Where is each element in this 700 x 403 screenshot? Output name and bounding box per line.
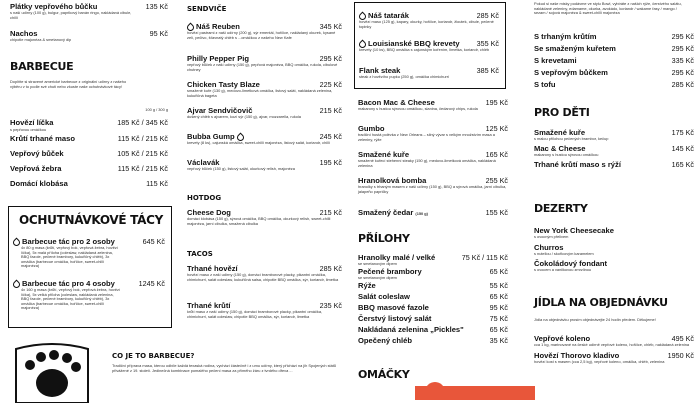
item-desc: s naší udírny (100 g), bulgur, paprikový banán ringo, nakládaná cibule, chilli — [10, 10, 132, 20]
leaf-icon — [12, 237, 22, 247]
tasting-trays-box — [8, 206, 172, 328]
list-item: Salát coleslaw 65 Kč — [358, 292, 508, 302]
list-item: Čokoládový fondant s ovocem a vanilkovou zmrzlinou — [534, 259, 607, 273]
list-item: Rýže 55 Kč — [358, 281, 508, 291]
list-item: S tofu 285 Kč — [534, 80, 694, 89]
list-item: Cheese Dog 215 Kč domácí klobása (150 g), sýrová omáčka, BBQ omáčka, okurkový relish, sweet-chilli majonéza, jarní cibulka, smažená cibulka — [187, 208, 342, 226]
item-name: Vepřový bůček — [10, 149, 64, 158]
item-desc: chipotle majonéza & smetanový dip — [10, 37, 72, 42]
item-price: 115 Kč — [146, 179, 168, 188]
list-item: Opečený chléb 35 Kč — [358, 336, 508, 346]
list-item: BBQ masové fazole 95 Kč — [358, 303, 508, 313]
section-title-dezerty: DEZERTY — [534, 202, 588, 215]
tray-name: Barbecue tác pro 2 osoby — [22, 237, 115, 246]
tray-name: Barbecue tác pro 4 osoby — [22, 279, 115, 288]
list-item: Gumbo 125 Kč tradiční hustá polévka z New Orleans – silný vývar s velkým množstvím masa a zeleniny, rýže — [358, 124, 508, 142]
list-item: Hranolky malé / velké 75 Kč / 115 Kč se smetanovým dipem — [358, 253, 508, 266]
list-item: Nakládaná zelenina „Pickles" 65 Kč — [358, 325, 508, 335]
barbecue-intro: Doplňte si stravené americké barbecue z originální udírny z našeho výběru v to podle své chuti nebo zkuste naše ochutnávkové tácy! — [10, 79, 127, 89]
list-item: Bubba Gump 245 Kč krevety (8 ks), cajunská omáčka, sweet-chilli majonéza, listový salát, koriandr, chilli — [187, 132, 342, 145]
list-item: Hovězí Thorovo kladivo 1950 Kč hovězí kost s masem (cca 2,5 kg), vepřové koleno, omáčka, chléb, zelenina — [534, 350, 694, 364]
list-item: S krevetami 335 Kč — [534, 56, 694, 65]
list-item: Bacon Mac & Cheese 195 Kč makarony s hustou sýrovou omáčkou, slanina, čedarový chips, rukola — [358, 98, 508, 111]
list-item: S trhaným krůtím 295 Kč — [534, 32, 694, 41]
list-item: Smažený čedar (150 g) 155 Kč — [358, 208, 508, 217]
item-price: 115 Kč / 215 Kč — [117, 134, 168, 143]
section-title-barbecue: BARBECUE — [10, 60, 74, 73]
list-item: Trhané hovězí 285 Kč hovězí maso z naší udírny (150 g), domácí bramborové placky, pikantní omáčka, chimichurri, salát coleslaw, kukuřičná salsa, chipotle BBQ omáčka, sýr, koriandr, limetka — [187, 264, 342, 282]
list-item: Čerstvý listový salát 75 Kč — [358, 314, 508, 324]
list-item: S vepřovým bůčkem 295 Kč — [534, 68, 694, 77]
bear-paw-icon — [12, 343, 92, 403]
weights-label: 100 g / 300 g — [145, 107, 168, 112]
item-price: 135 Kč — [145, 2, 168, 11]
tray-desc: 4x 80 g masa (krůtí, vepřový bok, vepřová žebra, hovězí líčka), 5x malá příloha (coleslaw, nakládaná zelenina, BBQ fazole, pečené brambory, kukuřičný chléb), 3x omáčka (barbecue omáčka, hořčice, sweet-chilli majonéza) — [21, 245, 118, 269]
item-price: 105 Kč / 215 Kč — [117, 149, 168, 158]
list-item: Trhané krůtí maso s rýží 165 Kč — [534, 160, 694, 170]
bbq-question-title: CO JE TO BARBECUE? — [112, 352, 195, 360]
item-name: Domácí klobása — [10, 179, 68, 188]
section-title-objednavka: JÍDLA NA OBJEDNÁVKU — [534, 296, 668, 309]
section-title-deti: PRO DĚTI — [534, 106, 590, 119]
item-desc: s pepřovou omáčkou — [10, 127, 47, 132]
list-item: Se smaženým kuřetem 295 Kč — [534, 44, 694, 53]
section-title-sendvice: SENDVIČE — [187, 5, 227, 13]
item-name: Plátky vepřového bůčku — [10, 2, 98, 11]
section-title-hotdog: HOTDOG — [187, 194, 222, 202]
tray-price: 645 Kč — [142, 237, 165, 246]
list-item: Churros s nutellou / skořicovým karamelem — [534, 242, 594, 256]
item-price: 115 Kč / 215 Kč — [117, 164, 168, 173]
list-item: Smažené kuře 165 Kč smažené kuřecí stehenní steaky (150 g), medovo-limetková omáčka, nakládaná zelenina — [358, 150, 508, 168]
section-title-tacy: OCHUTNÁVKOVÉ TÁCY — [19, 213, 164, 227]
list-item: Pečené brambory 65 Kč se smetanovým dipem — [358, 266, 508, 280]
bowl-intro: Pokud si naše misky podávme ve stylu Bowl, vybíráte z našich rýže, čerstvého salátu, nakládané zeleniny, edamame, okurka, avokádo, koriandr / wakame řasy / mango / sezam / sojová majonéza & sweet-chilli majonéza — [534, 1, 682, 16]
list-item: Philly Pepper Pig 295 Kč vepřový bůček z naší udírny (150 g), pepřová majonéza, BBQ omáčka, rukola, cibulové chutney — [187, 54, 342, 72]
section-title-omacky: OMÁČKY — [358, 368, 410, 381]
section-title-prilohy: PŘÍLOHY — [358, 232, 410, 245]
list-item: Chicken Tasty Blaze 225 Kč smažené kuře (130 g), medovo-limetková omáčka, listový salát, nakládaná zelenina, kukuřičná bageta — [187, 80, 342, 98]
tray-price: 1245 Kč — [138, 279, 165, 288]
logo-stamp — [415, 380, 535, 400]
list-item: New York Cheesecake s ovocným přelivem — [534, 226, 614, 239]
order-note: Jídla na objednávku prosím objednávejte 24 hodin předem. Děkujeme! — [534, 317, 656, 322]
specials-box: Náš tatarák 285 Kč hovězí maso (125 g), kapary, okurky, hořčice, koriandr, žloutek, cibule, pečené topinky Louisianské BBQ krevety 355 Kč krevety (10 ks), BBQ omáčka s cajunským kořením, limetka, koriandr, chléb Flank steak 385 Kč steak z hovězího pupku (250 g), omáčka chimichurri — [354, 2, 506, 89]
list-item: Vepřové koleno 495 Kč cca 1 kg, marinované na české udírně vepřové koleno, hořčice, chléb, nakládaná zelenina — [534, 334, 694, 347]
item-name: Nachos — [10, 29, 38, 38]
list-item: Smažené kuře 175 Kč s malou přílohou pečených brambor, kečup — [534, 128, 694, 141]
bbq-question-text: Tradiční příprava masa, kterou odbíle každá texaská rodina, vychází částečně i z umu udírny, který přichází na jih Spojených států přivážené z 19. století. Jedinečná kombinace pomalého pečení masa za přímého žáru z tvrdého dřeva ... — [112, 363, 337, 373]
section-title-tacos: TACOS — [187, 250, 213, 258]
list-item: Ajvar Sendvičovič 215 Kč dušený chléb s ajvarem, kozí sýr (150 g), ajvar, mozzarella, rukola — [187, 106, 342, 119]
list-item: Trhané krůtí 235 Kč krůtí maso z naší udírny (150 g), domácí bramborové placky, pikantní omáčka, chimichurri, salát coleslaw, chipotle BBQ omáčka, sýr, koriandr, limetka — [187, 301, 342, 319]
item-price: 95 Kč — [149, 29, 168, 38]
tray-desc: 4x 160 g masa (krůtí, vepřový bok, vepřová žebra, hovězí líčka), 5x velká příloha (coleslaw, nakládaná zelenina, BBQ fazole, pečené brambory, kukuřičný chléb), 3x omáčka (barbecue omáčka, hořčice, sweet-chilli majonéza) — [21, 287, 121, 311]
list-item: Václavák 195 Kč vepřový bůček (150 g), listový salát, okurkový relish, majonéza — [187, 158, 342, 171]
item-name: Vepřová žebra — [10, 164, 62, 173]
leaf-icon — [12, 279, 22, 289]
list-item: Náš Reuben 345 Kč hovězí pastrami z naší udírny (200 g), sýr ementál, hořčice, nakládaný okurek, kysané zelí, pečivo, šťavnatý chléb s ...omáčkou z našeho New Kafe — [187, 22, 342, 40]
item-price: 185 Kč / 345 Kč — [117, 118, 168, 127]
item-name: Krůtí trhané maso — [10, 134, 75, 143]
list-item: Hranolková bomba 255 Kč hranolky s trhaným masem z naší udírny (150 g), BBQ a sýrová omáčka, jarní cibulka, jalapeño papričky — [358, 176, 508, 194]
list-item: Mac & Cheese 145 Kč makarony s hustou sýrovou omáčkou — [534, 143, 694, 157]
item-name: Hovězí líčka — [10, 118, 54, 127]
